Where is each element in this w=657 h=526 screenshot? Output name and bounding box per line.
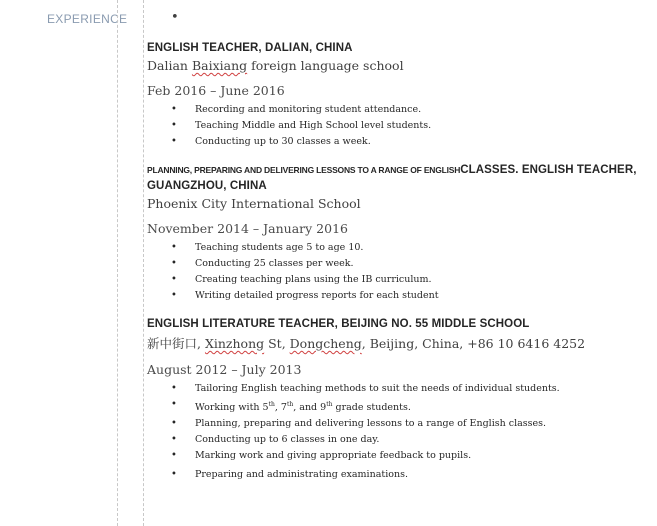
spellcheck-word[interactable]: Baixiang bbox=[191, 58, 248, 73]
list-item: • Conducting up to 30 classes a week. bbox=[195, 134, 652, 150]
duties-list bbox=[147, 381, 652, 483]
list-item: • Conducting up to 6 classes in one day. bbox=[195, 432, 652, 448]
list-item: • Planning, preparing and delivering lessons to a range of English classes. bbox=[195, 416, 652, 432]
duties-list bbox=[147, 240, 652, 304]
list-item: • Working with 5th, 7th, and 9th grade students. bbox=[195, 397, 652, 416]
job-title: ENGLISH LITERATURE TEACHER, BEIJING NO. 55 MIDDLE SCHOOL bbox=[147, 318, 530, 330]
spellcheck-word[interactable]: Xinzhong bbox=[204, 336, 265, 351]
job-dates: November 2014 – January 2016 bbox=[147, 221, 348, 236]
company-name: Phoenix City International School bbox=[147, 196, 361, 211]
experience-content[interactable] bbox=[147, 10, 652, 483]
company-name: Dalian Baixiang foreign language school bbox=[147, 58, 404, 73]
list-item: • Preparing and administrating examinations. bbox=[195, 467, 652, 483]
job-title: ENGLISH TEACHER, DALIAN, CHINA bbox=[147, 42, 353, 54]
company-address: 新中街口, Xinzhong St, Dongcheng, Beijing, China, +86 10 6416 4252 bbox=[147, 336, 586, 351]
list-item: • Recording and monitoring student attendance. bbox=[195, 102, 652, 118]
list-item: • Conducting 25 classes per week. bbox=[195, 256, 652, 272]
spellcheck-word[interactable]: Dongcheng bbox=[289, 336, 362, 351]
list-item: • Marking work and giving appropriate feedback to pupils. bbox=[195, 448, 652, 464]
section-label-experience: EXPERIENCE bbox=[47, 12, 128, 26]
empty-bullet bbox=[147, 10, 652, 32]
list-item: • Writing detailed progress reports for each student bbox=[195, 288, 652, 304]
list-item: • Teaching Middle and High School level students. bbox=[195, 118, 652, 134]
table-gridline-left bbox=[117, 0, 118, 526]
job-dates: Feb 2016 – June 2016 bbox=[147, 83, 285, 98]
table-gridline-right bbox=[143, 0, 144, 526]
duties-list bbox=[147, 102, 652, 150]
list-item: • Tailoring English teaching methods to suit the needs of individual students. bbox=[195, 381, 652, 397]
list-item: • Creating teaching plans using the IB curriculum. bbox=[195, 272, 652, 288]
list-item: • Teaching students age 5 to age 10. bbox=[195, 240, 652, 256]
job-title: PLANNING, PREPARING AND DELIVERING LESSONS TO A RANGE OF ENGLISHCLASSES. ENGLISH TEACHER, GUANGZHOU, CHINA bbox=[147, 164, 637, 192]
job-dates: August 2012 – July 2013 bbox=[147, 362, 302, 377]
